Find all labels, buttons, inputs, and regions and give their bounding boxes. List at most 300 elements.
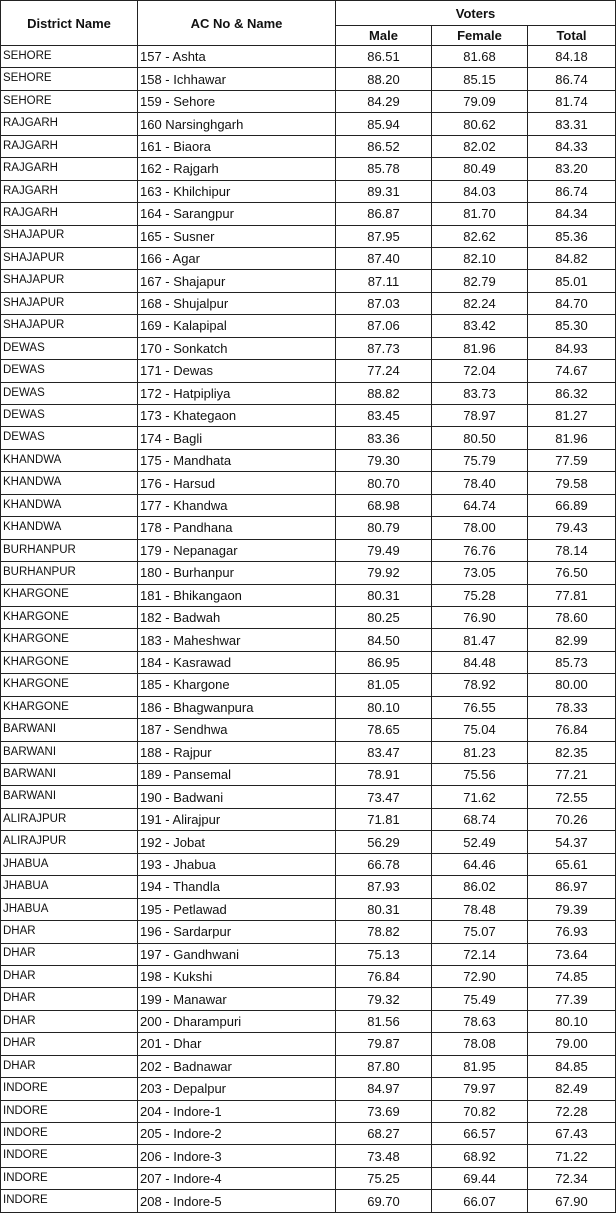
ac-cell: 208 - Indore-5	[138, 1190, 336, 1212]
ac-cell: 185 - Khargone	[138, 674, 336, 696]
male-cell: 86.52	[336, 135, 432, 157]
district-name-header: District Name	[1, 1, 138, 46]
total-cell: 84.18	[528, 46, 616, 68]
table-row	[1, 180, 616, 202]
ac-cell: 207 - Indore-4	[138, 1167, 336, 1189]
table-row	[1, 606, 616, 628]
male-cell: 80.31	[336, 584, 432, 606]
district-cell: DHAR	[1, 943, 138, 965]
male-cell: 79.30	[336, 449, 432, 471]
total-cell: 74.85	[528, 965, 616, 987]
male-cell: 73.69	[336, 1100, 432, 1122]
district-cell: DHAR	[1, 921, 138, 943]
male-cell: 79.87	[336, 1033, 432, 1055]
ac-cell: 180 - Burhanpur	[138, 562, 336, 584]
table-row	[1, 337, 616, 359]
total-cell: 84.82	[528, 247, 616, 269]
district-cell: JHABUA	[1, 898, 138, 920]
female-cell: 84.03	[432, 180, 528, 202]
total-cell: 86.32	[528, 382, 616, 404]
total-cell: 85.36	[528, 225, 616, 247]
ac-cell: 193 - Jhabua	[138, 853, 336, 875]
district-cell: KHARGONE	[1, 696, 138, 718]
district-cell: DEWAS	[1, 360, 138, 382]
female-cell: 85.15	[432, 68, 528, 90]
female-cell: 75.79	[432, 449, 528, 471]
total-cell: 80.10	[528, 1010, 616, 1032]
male-cell: 79.49	[336, 539, 432, 561]
total-cell: 81.96	[528, 427, 616, 449]
district-cell: SHAJAPUR	[1, 225, 138, 247]
female-cell: 78.63	[432, 1010, 528, 1032]
male-cell: 87.80	[336, 1055, 432, 1077]
female-cell: 68.92	[432, 1145, 528, 1167]
male-header: Male	[336, 26, 432, 46]
ac-cell: 204 - Indore-1	[138, 1100, 336, 1122]
table-header	[1, 1, 616, 46]
ac-cell: 182 - Badwah	[138, 606, 336, 628]
ac-cell: 167 - Shajapur	[138, 270, 336, 292]
table-row	[1, 943, 616, 965]
total-cell: 67.43	[528, 1123, 616, 1145]
total-cell: 76.93	[528, 921, 616, 943]
table-row	[1, 1033, 616, 1055]
table-row	[1, 90, 616, 112]
ac-cell: 205 - Indore-2	[138, 1123, 336, 1145]
table-row	[1, 135, 616, 157]
district-cell: KHARGONE	[1, 674, 138, 696]
ac-cell: 170 - Sonkatch	[138, 337, 336, 359]
female-cell: 80.49	[432, 158, 528, 180]
total-cell: 80.00	[528, 674, 616, 696]
total-cell: 82.49	[528, 1078, 616, 1100]
male-cell: 87.11	[336, 270, 432, 292]
district-cell: RAJGARH	[1, 135, 138, 157]
district-cell: BARWANI	[1, 719, 138, 741]
total-cell: 84.85	[528, 1055, 616, 1077]
total-cell: 79.39	[528, 898, 616, 920]
female-cell: 84.48	[432, 651, 528, 673]
ac-no-name-header: AC No & Name	[138, 1, 336, 46]
district-cell: DHAR	[1, 965, 138, 987]
male-cell: 88.20	[336, 68, 432, 90]
ac-cell: 196 - Sardarpur	[138, 921, 336, 943]
district-cell: RAJGARH	[1, 180, 138, 202]
male-cell: 68.98	[336, 494, 432, 516]
table-row	[1, 360, 616, 382]
table-row	[1, 584, 616, 606]
district-cell: SHAJAPUR	[1, 315, 138, 337]
ac-cell: 198 - Kukshi	[138, 965, 336, 987]
district-cell: KHARGONE	[1, 651, 138, 673]
total-cell: 78.14	[528, 539, 616, 561]
ac-cell: 165 - Susner	[138, 225, 336, 247]
table-row	[1, 741, 616, 763]
female-cell: 75.56	[432, 764, 528, 786]
total-cell: 76.50	[528, 562, 616, 584]
female-cell: 72.90	[432, 965, 528, 987]
ac-cell: 157 - Ashta	[138, 46, 336, 68]
district-cell: BURHANPUR	[1, 539, 138, 561]
table-row	[1, 808, 616, 830]
female-cell: 79.09	[432, 90, 528, 112]
female-cell: 81.95	[432, 1055, 528, 1077]
table-row	[1, 562, 616, 584]
district-cell: KHANDWA	[1, 494, 138, 516]
district-cell: BARWANI	[1, 741, 138, 763]
voters-header: Voters	[336, 1, 616, 26]
male-cell: 84.50	[336, 629, 432, 651]
district-cell: ALIRAJPUR	[1, 808, 138, 830]
table-row	[1, 247, 616, 269]
district-cell: SEHORE	[1, 68, 138, 90]
ac-cell: 181 - Bhikangaon	[138, 584, 336, 606]
ac-cell: 168 - Shujalpur	[138, 292, 336, 314]
female-cell: 73.05	[432, 562, 528, 584]
total-cell: 77.81	[528, 584, 616, 606]
district-cell: KHANDWA	[1, 472, 138, 494]
table-row	[1, 853, 616, 875]
table-row	[1, 629, 616, 651]
ac-cell: 163 - Khilchipur	[138, 180, 336, 202]
table-row	[1, 786, 616, 808]
table-row	[1, 876, 616, 898]
female-cell: 78.40	[432, 472, 528, 494]
table-row	[1, 965, 616, 987]
ac-cell: 164 - Sarangpur	[138, 203, 336, 225]
female-cell: 81.68	[432, 46, 528, 68]
total-cell: 72.28	[528, 1100, 616, 1122]
female-cell: 72.14	[432, 943, 528, 965]
total-cell: 66.89	[528, 494, 616, 516]
ac-cell: 175 - Mandhata	[138, 449, 336, 471]
total-cell: 77.59	[528, 449, 616, 471]
female-cell: 78.92	[432, 674, 528, 696]
total-cell: 72.34	[528, 1167, 616, 1189]
ac-cell: 197 - Gandhwani	[138, 943, 336, 965]
district-cell: INDORE	[1, 1167, 138, 1189]
table-row	[1, 225, 616, 247]
male-cell: 80.79	[336, 517, 432, 539]
ac-cell: 183 - Maheshwar	[138, 629, 336, 651]
ac-cell: 199 - Manawar	[138, 988, 336, 1010]
male-cell: 84.97	[336, 1078, 432, 1100]
table-row	[1, 292, 616, 314]
total-cell: 79.00	[528, 1033, 616, 1055]
male-cell: 89.31	[336, 180, 432, 202]
table-row	[1, 113, 616, 135]
ac-cell: 187 - Sendhwa	[138, 719, 336, 741]
male-cell: 76.84	[336, 965, 432, 987]
ac-cell: 202 - Badnawar	[138, 1055, 336, 1077]
female-cell: 76.90	[432, 606, 528, 628]
total-cell: 73.64	[528, 943, 616, 965]
female-cell: 64.46	[432, 853, 528, 875]
female-header: Female	[432, 26, 528, 46]
table-row	[1, 539, 616, 561]
ac-cell: 194 - Thandla	[138, 876, 336, 898]
female-cell: 64.74	[432, 494, 528, 516]
ac-cell: 203 - Depalpur	[138, 1078, 336, 1100]
table-row	[1, 472, 616, 494]
male-cell: 56.29	[336, 831, 432, 853]
ac-cell: 189 - Pansemal	[138, 764, 336, 786]
total-cell: 76.84	[528, 719, 616, 741]
table-row	[1, 449, 616, 471]
male-cell: 73.47	[336, 786, 432, 808]
ac-cell: 190 - Badwani	[138, 786, 336, 808]
table-row	[1, 1010, 616, 1032]
total-cell: 86.97	[528, 876, 616, 898]
total-cell: 67.90	[528, 1190, 616, 1212]
ac-cell: 179 - Nepanagar	[138, 539, 336, 561]
male-cell: 87.06	[336, 315, 432, 337]
male-cell: 71.81	[336, 808, 432, 830]
district-cell: RAJGARH	[1, 113, 138, 135]
total-cell: 74.67	[528, 360, 616, 382]
table-row	[1, 1167, 616, 1189]
male-cell: 68.27	[336, 1123, 432, 1145]
total-cell: 82.99	[528, 629, 616, 651]
total-cell: 78.60	[528, 606, 616, 628]
ac-cell: 186 - Bhagwanpura	[138, 696, 336, 718]
male-cell: 86.87	[336, 203, 432, 225]
total-cell: 81.27	[528, 405, 616, 427]
district-cell: RAJGARH	[1, 203, 138, 225]
table-row	[1, 427, 616, 449]
male-cell: 78.91	[336, 764, 432, 786]
female-cell: 75.28	[432, 584, 528, 606]
ac-cell: 159 - Sehore	[138, 90, 336, 112]
table-row	[1, 270, 616, 292]
female-cell: 82.02	[432, 135, 528, 157]
total-cell: 83.31	[528, 113, 616, 135]
ac-cell: 176 - Harsud	[138, 472, 336, 494]
district-cell: BARWANI	[1, 786, 138, 808]
table-row	[1, 651, 616, 673]
table-row	[1, 831, 616, 853]
female-cell: 81.23	[432, 741, 528, 763]
district-cell: BURHANPUR	[1, 562, 138, 584]
female-cell: 81.96	[432, 337, 528, 359]
district-cell: SEHORE	[1, 90, 138, 112]
male-cell: 85.78	[336, 158, 432, 180]
district-cell: INDORE	[1, 1145, 138, 1167]
female-cell: 80.62	[432, 113, 528, 135]
ac-cell: 178 - Pandhana	[138, 517, 336, 539]
female-cell: 71.62	[432, 786, 528, 808]
table-row	[1, 719, 616, 741]
male-cell: 87.40	[336, 247, 432, 269]
table-row	[1, 1190, 616, 1212]
ac-cell: 195 - Petlawad	[138, 898, 336, 920]
female-cell: 78.48	[432, 898, 528, 920]
table-row	[1, 68, 616, 90]
total-cell: 86.74	[528, 68, 616, 90]
female-cell: 83.73	[432, 382, 528, 404]
total-cell: 65.61	[528, 853, 616, 875]
district-cell: DHAR	[1, 1055, 138, 1077]
ac-cell: 200 - Dharampuri	[138, 1010, 336, 1032]
total-cell: 83.20	[528, 158, 616, 180]
district-cell: DHAR	[1, 988, 138, 1010]
district-cell: ALIRAJPUR	[1, 831, 138, 853]
total-cell: 84.34	[528, 203, 616, 225]
male-cell: 77.24	[336, 360, 432, 382]
ac-cell: 192 - Jobat	[138, 831, 336, 853]
district-cell: DEWAS	[1, 427, 138, 449]
male-cell: 83.47	[336, 741, 432, 763]
female-cell: 86.02	[432, 876, 528, 898]
table-row	[1, 1078, 616, 1100]
female-cell: 75.49	[432, 988, 528, 1010]
district-cell: DHAR	[1, 1010, 138, 1032]
total-cell: 84.70	[528, 292, 616, 314]
female-cell: 79.97	[432, 1078, 528, 1100]
male-cell: 87.95	[336, 225, 432, 247]
ac-cell: 161 - Biaora	[138, 135, 336, 157]
total-cell: 85.01	[528, 270, 616, 292]
table-row	[1, 1100, 616, 1122]
total-cell: 71.22	[528, 1145, 616, 1167]
table-row	[1, 494, 616, 516]
total-cell: 77.39	[528, 988, 616, 1010]
table-body	[1, 46, 616, 1213]
district-cell: INDORE	[1, 1100, 138, 1122]
district-cell: SEHORE	[1, 46, 138, 68]
male-cell: 79.92	[336, 562, 432, 584]
male-cell: 86.95	[336, 651, 432, 673]
district-cell: KHARGONE	[1, 606, 138, 628]
male-cell: 80.10	[336, 696, 432, 718]
ac-cell: 188 - Rajpur	[138, 741, 336, 763]
district-cell: DEWAS	[1, 337, 138, 359]
female-cell: 83.42	[432, 315, 528, 337]
total-cell: 82.35	[528, 741, 616, 763]
district-cell: BARWANI	[1, 764, 138, 786]
total-cell: 79.43	[528, 517, 616, 539]
ac-cell: 158 - Ichhawar	[138, 68, 336, 90]
female-cell: 78.08	[432, 1033, 528, 1055]
female-cell: 66.57	[432, 1123, 528, 1145]
table-row	[1, 46, 616, 68]
district-cell: SHAJAPUR	[1, 292, 138, 314]
table-row	[1, 898, 616, 920]
ac-cell: 184 - Kasrawad	[138, 651, 336, 673]
ac-cell: 201 - Dhar	[138, 1033, 336, 1055]
female-cell: 70.82	[432, 1100, 528, 1122]
total-cell: 72.55	[528, 786, 616, 808]
male-cell: 75.13	[336, 943, 432, 965]
female-cell: 68.74	[432, 808, 528, 830]
male-cell: 87.93	[336, 876, 432, 898]
total-cell: 54.37	[528, 831, 616, 853]
district-cell: KHANDWA	[1, 449, 138, 471]
female-cell: 82.79	[432, 270, 528, 292]
table-row	[1, 674, 616, 696]
ac-cell: 171 - Dewas	[138, 360, 336, 382]
male-cell: 73.48	[336, 1145, 432, 1167]
district-cell: KHANDWA	[1, 517, 138, 539]
district-cell: INDORE	[1, 1190, 138, 1212]
female-cell: 78.00	[432, 517, 528, 539]
female-cell: 76.55	[432, 696, 528, 718]
table-row	[1, 988, 616, 1010]
female-cell: 81.70	[432, 203, 528, 225]
ac-cell: 173 - Khategaon	[138, 405, 336, 427]
district-cell: SHAJAPUR	[1, 270, 138, 292]
male-cell: 78.82	[336, 921, 432, 943]
table-row	[1, 158, 616, 180]
table-row	[1, 405, 616, 427]
female-cell: 66.07	[432, 1190, 528, 1212]
male-cell: 66.78	[336, 853, 432, 875]
female-cell: 80.50	[432, 427, 528, 449]
district-cell: DHAR	[1, 1033, 138, 1055]
total-header: Total	[528, 26, 616, 46]
ac-cell: 166 - Agar	[138, 247, 336, 269]
table-row	[1, 1123, 616, 1145]
table-row	[1, 764, 616, 786]
male-cell: 88.82	[336, 382, 432, 404]
female-cell: 72.04	[432, 360, 528, 382]
district-cell: JHABUA	[1, 876, 138, 898]
ac-cell: 206 - Indore-3	[138, 1145, 336, 1167]
female-cell: 81.47	[432, 629, 528, 651]
district-cell: INDORE	[1, 1078, 138, 1100]
female-cell: 78.97	[432, 405, 528, 427]
female-cell: 82.10	[432, 247, 528, 269]
ac-cell: 162 - Rajgarh	[138, 158, 336, 180]
male-cell: 83.45	[336, 405, 432, 427]
female-cell: 52.49	[432, 831, 528, 853]
total-cell: 81.74	[528, 90, 616, 112]
table-row	[1, 1145, 616, 1167]
male-cell: 83.36	[336, 427, 432, 449]
district-cell: KHARGONE	[1, 629, 138, 651]
total-cell: 77.21	[528, 764, 616, 786]
male-cell: 69.70	[336, 1190, 432, 1212]
female-cell: 76.76	[432, 539, 528, 561]
male-cell: 75.25	[336, 1167, 432, 1189]
male-cell: 81.05	[336, 674, 432, 696]
male-cell: 85.94	[336, 113, 432, 135]
male-cell: 84.29	[336, 90, 432, 112]
district-cell: DEWAS	[1, 405, 138, 427]
male-cell: 87.03	[336, 292, 432, 314]
male-cell: 81.56	[336, 1010, 432, 1032]
total-cell: 78.33	[528, 696, 616, 718]
total-cell: 84.93	[528, 337, 616, 359]
table-row	[1, 696, 616, 718]
district-cell: JHABUA	[1, 853, 138, 875]
female-cell: 75.04	[432, 719, 528, 741]
ac-cell: 174 - Bagli	[138, 427, 336, 449]
total-cell: 85.73	[528, 651, 616, 673]
male-cell: 87.73	[336, 337, 432, 359]
total-cell: 85.30	[528, 315, 616, 337]
table-row	[1, 1055, 616, 1077]
district-cell: KHARGONE	[1, 584, 138, 606]
female-cell: 69.44	[432, 1167, 528, 1189]
male-cell: 78.65	[336, 719, 432, 741]
ac-cell: 160 Narsinghgarh	[138, 113, 336, 135]
table-row	[1, 921, 616, 943]
male-cell: 80.31	[336, 898, 432, 920]
ac-cell: 172 - Hatpipliya	[138, 382, 336, 404]
female-cell: 75.07	[432, 921, 528, 943]
district-cell: SHAJAPUR	[1, 247, 138, 269]
